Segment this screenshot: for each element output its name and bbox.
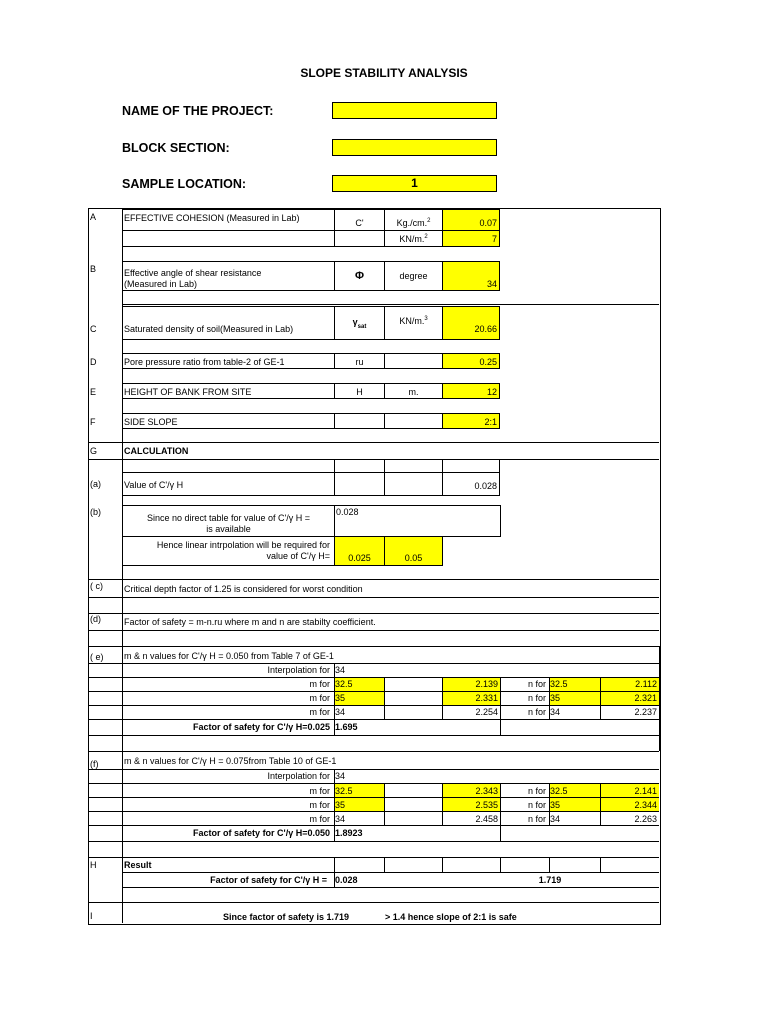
- m-value-3: 2.458: [475, 814, 498, 824]
- n-value-3: 2.263: [634, 814, 657, 824]
- m-value-1[interactable]: 2.343: [442, 784, 500, 797]
- fos-050-label: Factor of safety for C'/γ H=0.050: [193, 828, 330, 838]
- row-id-g: G: [90, 446, 98, 456]
- result-fos-label: Factor of safety for C'/γ H =: [210, 875, 327, 885]
- row-id-c-lower: ( c): [90, 581, 103, 591]
- height-unit: m.: [384, 383, 443, 399]
- fos-050-value: 1.8923: [335, 828, 363, 838]
- blank-cell: [334, 413, 385, 429]
- row-divider: [89, 630, 659, 631]
- row-divider: [89, 902, 659, 903]
- row-divider: [89, 597, 659, 598]
- side-slope-value[interactable]: 2:1: [442, 413, 500, 429]
- interpolation-note: Hence linear intrpolation will be required for value of C'/γ H=: [156, 540, 330, 561]
- interpolation-for-label: Interpolation for: [267, 665, 330, 675]
- row-divider: [89, 579, 659, 580]
- n-value-3: 2.237: [634, 707, 657, 717]
- row-id-c: C: [90, 324, 97, 334]
- n-for-label: n for: [527, 800, 546, 810]
- m-for-label: m for: [309, 693, 330, 703]
- n-phi-3: 34: [550, 707, 561, 717]
- col-divider: [384, 783, 385, 825]
- fos-025-label: Factor of safety for C'/γ H=0.025: [193, 722, 330, 732]
- col-divider: [500, 783, 501, 841]
- col-divider: [442, 783, 443, 825]
- col-divider: [659, 646, 660, 751]
- height-symbol: H: [334, 383, 385, 399]
- blank-cell: [442, 459, 500, 473]
- saturated-density-label: Saturated density of soil(Measured in Lab): [124, 324, 294, 334]
- gamma-sat-symbol: $\gamma_{sat}$: [334, 306, 385, 340]
- blank-cell: [122, 459, 335, 473]
- shear-angle-label: Effective angle of shear resistance (Measured in Lab): [122, 261, 335, 291]
- row-id-i: I: [90, 911, 93, 921]
- m-phi-2[interactable]: 35: [334, 692, 384, 705]
- m-for-label: m for: [309, 786, 330, 796]
- n-phi-2[interactable]: 35: [549, 798, 600, 811]
- ch-ref-cell: [334, 505, 501, 537]
- col-divider: [600, 783, 601, 825]
- n-for-label: n for: [527, 679, 546, 689]
- cohesion-value-kn[interactable]: 7: [442, 230, 500, 247]
- block-section-label: BLOCK SECTION:: [122, 141, 230, 155]
- n-phi-3: 34: [550, 814, 561, 824]
- cohesion-value-kg[interactable]: 0.07: [442, 209, 500, 231]
- row-id-b: B: [90, 264, 97, 274]
- blank-cell: [384, 472, 443, 496]
- density-unit: KN/m.$^3$: [384, 306, 443, 340]
- safety-conclusion-part2: > 1.4 hence slope of 2:1 is safe: [385, 912, 517, 922]
- row-id-f: F: [90, 417, 96, 427]
- m-phi-2[interactable]: 35: [334, 798, 384, 811]
- row-divider: [89, 811, 659, 812]
- ch-value: 0.028: [442, 472, 500, 496]
- row-divider: [89, 613, 659, 614]
- interpolation-for-label: Interpolation for: [267, 771, 330, 781]
- m-value-3: 2.254: [475, 707, 498, 717]
- blank-cell: [334, 230, 385, 247]
- m-phi-1[interactable]: 32.5: [334, 678, 384, 691]
- row-divider: [89, 663, 659, 664]
- row-id-e-lower: ( e): [90, 652, 104, 662]
- col-divider: [334, 663, 335, 735]
- blank-cell: [334, 472, 385, 496]
- effective-cohesion-label: EFFECTIVE COHESION (Measured in Lab): [122, 209, 335, 231]
- n-for-label: n for: [527, 814, 546, 824]
- project-name-label: NAME OF THE PROJECT:: [122, 104, 274, 118]
- critical-depth-note: Critical depth factor of 1.25 is considered for worst condition: [124, 584, 363, 594]
- col-divider: [442, 857, 443, 872]
- m-phi-1[interactable]: 32.5: [334, 784, 384, 797]
- row-divider: [89, 646, 659, 647]
- no-direct-table-text: Since no direct table for value of C'/γ H = is available: [146, 513, 311, 534]
- table7-heading: m & n values for C'/γ H = 0.050 from Table 7 of GE-1: [124, 651, 334, 661]
- row-divider: [89, 857, 659, 858]
- col-divider: [442, 677, 443, 719]
- col-divider: [334, 857, 335, 887]
- interpolation-for-value: 34: [335, 771, 346, 781]
- row-divider: [122, 872, 659, 873]
- col-divider: [334, 769, 335, 841]
- row-divider: [89, 751, 659, 752]
- m-for-label: m for: [309, 814, 330, 824]
- cohesion-symbol: C': [334, 209, 385, 231]
- m-value-2[interactable]: 2.535: [442, 798, 500, 811]
- col-divider: [549, 857, 550, 872]
- blank-cell: [334, 459, 385, 473]
- block-section-field[interactable]: [332, 139, 497, 156]
- n-for-label: n for: [527, 786, 546, 796]
- n-value-2[interactable]: 2.344: [600, 798, 659, 811]
- ch-ref-value: 0.028: [336, 507, 359, 517]
- n-for-label: n for: [527, 693, 546, 703]
- row-divider: [89, 719, 659, 720]
- bank-height-label: HEIGHT OF BANK FROM SITE: [122, 383, 335, 399]
- sample-location-field[interactable]: 1: [332, 175, 497, 192]
- calculation-heading: CALCULATION: [124, 446, 189, 456]
- n-phi-1[interactable]: 32.5: [549, 678, 600, 691]
- m-phi-3: 34: [335, 814, 346, 824]
- factor-of-safety-formula: Factor of safety = m-n.ru where m and n are stabilty coefficient.: [124, 617, 376, 627]
- col-divider: [600, 677, 601, 719]
- m-for-label: m for: [309, 679, 330, 689]
- result-ch-value: 0.028: [335, 875, 358, 885]
- side-slope-label: SIDE SLOPE: [122, 413, 335, 429]
- sample-location-label: SAMPLE LOCATION:: [122, 177, 247, 191]
- m-for-label: m for: [309, 800, 330, 810]
- row-divider: [122, 304, 659, 305]
- row-divider: [89, 825, 659, 826]
- blank-cell: [384, 353, 443, 369]
- interpolation-for-value: 34: [335, 665, 346, 675]
- m-for-label: m for: [309, 707, 330, 717]
- interp-value-2[interactable]: 0.05: [384, 536, 443, 566]
- calculation-sheet: [88, 208, 661, 925]
- row-id-f-lower: (f): [90, 759, 99, 769]
- n-for-label: n for: [527, 707, 546, 717]
- col-divider: [384, 677, 385, 719]
- row-id-e: E: [90, 387, 97, 397]
- blank-cell: [384, 459, 443, 473]
- m-value-1[interactable]: 2.139: [442, 678, 500, 691]
- bank-height-value[interactable]: 12: [442, 383, 500, 399]
- m-phi-3: 34: [335, 707, 346, 717]
- n-phi-2[interactable]: 35: [549, 692, 600, 705]
- blank-cell: [122, 230, 335, 247]
- n-value-1[interactable]: 2.112: [600, 678, 659, 691]
- col-divider: [500, 857, 501, 872]
- row-divider: [89, 442, 659, 443]
- safety-conclusion-part1: Since factor of safety is 1.719: [223, 912, 350, 922]
- row-id-a: A: [90, 212, 97, 222]
- n-value-1[interactable]: 2.141: [600, 784, 659, 797]
- m-value-2[interactable]: 2.331: [442, 692, 500, 705]
- row-id-a-lower: (a): [90, 479, 101, 489]
- density-value[interactable]: 20.66: [442, 306, 500, 340]
- cohesion-unit-kn: KN/m.$^2$: [384, 230, 443, 247]
- pore-pressure-value[interactable]: 0.25: [442, 353, 500, 369]
- ru-symbol: ru: [334, 353, 385, 369]
- ch-value-label: Value of C'/γ H: [122, 472, 335, 496]
- pore-pressure-label: Pore pressure ratio from table-2 of GE-1: [122, 353, 335, 369]
- fos-025-value: 1.695: [335, 722, 358, 732]
- blank-cell: [384, 413, 443, 429]
- row-divider: [89, 735, 659, 736]
- col-divider: [549, 677, 550, 719]
- row-divider: [89, 769, 659, 770]
- result-heading: Result: [124, 860, 152, 870]
- row-id-d-lower: (d): [90, 614, 101, 624]
- row-divider: [89, 841, 659, 842]
- project-name-field[interactable]: [332, 102, 497, 119]
- col-divider: [549, 783, 550, 825]
- interp-value-1[interactable]: 0.025: [334, 536, 385, 566]
- shear-angle-value[interactable]: 34: [442, 261, 500, 291]
- cohesion-unit-kg: Kg./cm.$^2$: [384, 209, 443, 231]
- col-divider: [600, 857, 601, 872]
- col-divider: [384, 857, 385, 872]
- row-divider: [89, 705, 659, 706]
- row-id-h: H: [90, 860, 97, 870]
- col-divider: [500, 677, 501, 735]
- n-value-2[interactable]: 2.321: [600, 692, 659, 705]
- row-id-b-lower: (b): [90, 507, 101, 517]
- phi-symbol: Φ: [334, 261, 385, 291]
- result-fos-value: 1.719: [538, 875, 562, 885]
- page-title: SLOPE STABILITY ANALYSIS: [300, 66, 468, 80]
- row-divider: [122, 887, 659, 888]
- shear-angle-unit: degree: [384, 261, 443, 291]
- n-phi-1[interactable]: 32.5: [549, 784, 600, 797]
- table10-heading: m & n values for C'/γ H = 0.075from Table 10 of GE-1: [124, 756, 337, 766]
- row-id-d: D: [90, 357, 97, 367]
